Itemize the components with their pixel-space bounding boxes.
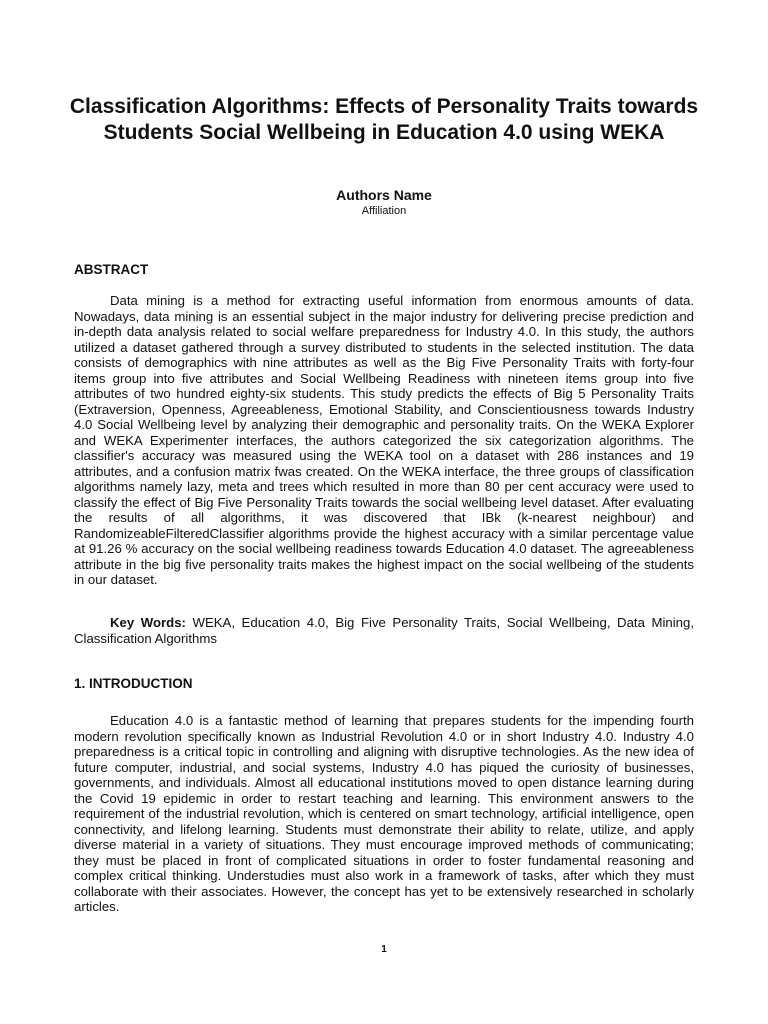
- abstract-heading: ABSTRACT: [74, 262, 149, 277]
- keywords-text: WEKA, Education 4.0, Big Five Personality Traits, Social Wellbeing, Data Mining, Classification Algorithms: [74, 615, 694, 646]
- abstract-paragraph: Data mining is a method for extracting useful information from enormous amounts of data. Nowadays, data mining is an essential subject in the major industry for delivering precise prediction and in-depth data analysis related to social welfare preparedness for Industry 4.0. In this study, the authors utilized a dataset gathered through a survey distributed to students in the selected institution. The data consists of demographics with nine attributes as well as the Big Five Personality Traits with forty-four items group into five attributes and Social Wellbeing Readiness with nineteen items group into five attributes of two hundred eighty-six students. This study predicts the effects of Big 5 Personality Traits (Extraversion, Openness, Agreeableness, Emotional Stability, and Conscientiousness towards Industry 4.0 Social Wellbeing level by analyzing their demographic and personality traits. On the WEKA Explorer and WEKA Experimenter interfaces, the authors categorized the six categorization algorithms. The classifier's accuracy was measured using the WEKA tool on a dataset with 286 instances and 19 attributes, and a confusion matrix fwas created. On the WEKA interface, the three groups of classification algorithms namely lazy, meta and trees which resulted in more than 80 per cent accuracy were used to classify the effect of Big Five Personality Traits towards the social wellbeing level dataset. After evaluating the results of all algorithms, it was discovered that IBk (k-nearest neighbour) and RandomizeableFilteredClassifier algorithms provide the highest accuracy with a similar percentage value at 91.26 % accuracy on the social wellbeing readiness towards Education 4.0 dataset. The agreeableness attribute in the big five personality traits makes the highest impact on the social wellbeing of the students in our dataset.: [74, 293, 694, 587]
- introduction-paragraph: Education 4.0 is a fantastic method of learning that prepares students for the impending fourth modern revolution specifically known as Industrial Revolution 4.0 or in short Industry 4.0. Industry 4.0 preparedness is a critical topic in controlling and aligning with disruptive technologies. As the new idea of future computer, industrial, and social systems, Industry 4.0 has piqued the curiosity of businesses, governments, and individuals. Almost all educational institutions moved to open distance learning during the Covid 19 epidemic in order to restart teaching and learning. This environment answers to the requirement of the industrial revolution, which is centered on smart technology, artificial intelligence, open connectivity, and lifelong learning. Students must demonstrate their ability to relate, utilize, and apply diverse material in a variety of situations. They must encourage improved methods of communicating; they must be placed in front of complicated situations in order to foster fundamental reasoning and complex critical thinking. Understudies must also work in a framework of tasks, after which they must collaborate with their associates. However, the concept has yet to be extensively researched in scholarly articles.: [74, 713, 694, 914]
- authors-name: Authors Name: [336, 187, 432, 203]
- paper-title: Classification Algorithms: Effects of Personality Traits towards Students Social Wellbeing in Education 4.0 using WEKA: [69, 95, 699, 144]
- page-number: 1: [381, 944, 387, 955]
- keywords-paragraph: [74, 615, 694, 646]
- affiliation: Affiliation: [361, 205, 407, 217]
- introduction-heading: 1. INTRODUCTION: [74, 676, 193, 691]
- keywords-label: Key Words:: [110, 615, 186, 630]
